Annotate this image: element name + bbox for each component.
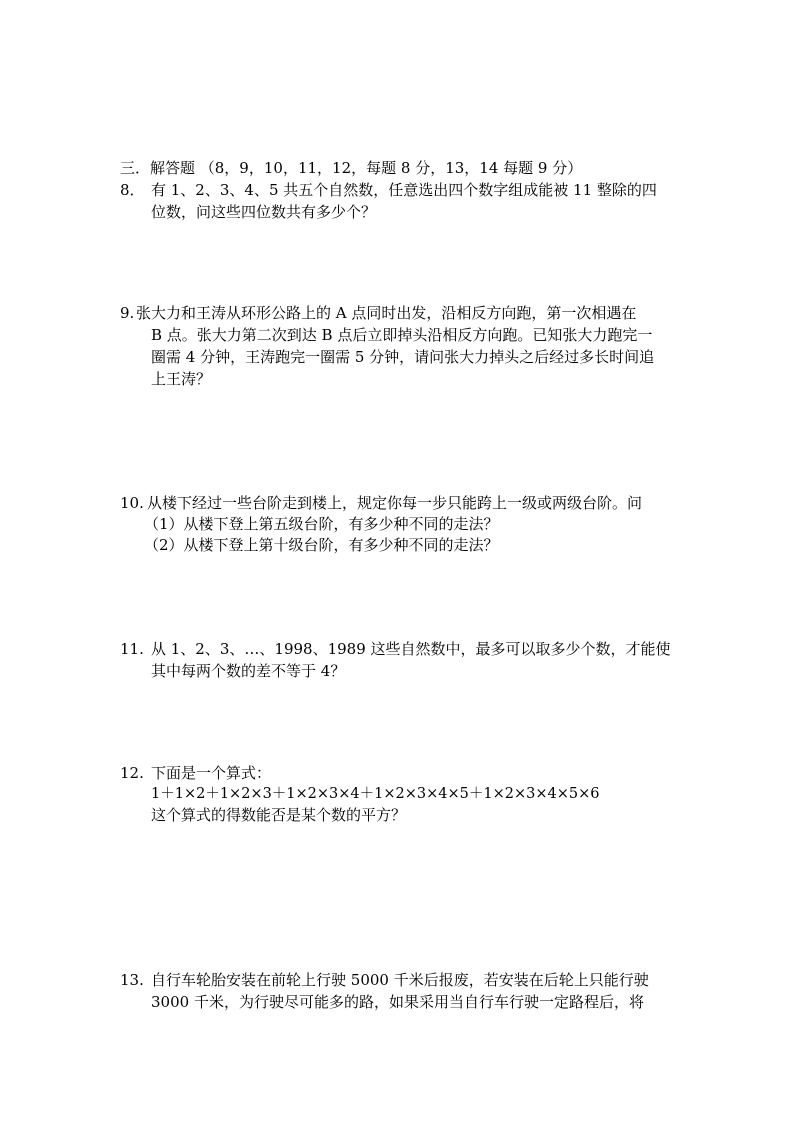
math-expression: 1＋1×2＋1×2×3＋1×2×3×4＋1×2×3×4×5＋1×2×3×4×5×6 <box>151 786 600 802</box>
question-text-line: 张大力和王涛从环形公路上的 A 点同时出发，沿相反方向跑，第一次相遇在 <box>136 304 637 322</box>
question-text-line: 3000 千米，为行驶尽可能多的路，如果采用当自行车行驶一定路程后，将 <box>151 993 644 1011</box>
question-text-line: 位数，问这些四位数共有多少个？ <box>151 203 377 221</box>
question-number: 13. <box>120 971 144 989</box>
question-text-line: 圈需 4 分钟，王涛跑完一圈需 5 分钟，请问张大力掉头之后经过多长时间追 <box>151 348 655 366</box>
question-number: 8． <box>120 181 145 199</box>
question-subpart: （2）从楼下登上第十级台阶，有多少种不同的走法？ <box>144 536 499 554</box>
question-number: 9. <box>120 304 135 322</box>
question-text-line: 这个算式的得数能否是某个数的平方？ <box>151 806 407 824</box>
question-text-line: B 点。张大力第二次到达 B 点后立即掉头沿相反方向跑。已知张大力跑完一 <box>151 326 653 344</box>
section-heading: 三．解答题 （8，9，10，11，12，每题 8 分，13，14 每题 9 分） <box>120 159 583 177</box>
question-text-line: 上王涛？ <box>151 370 212 388</box>
question-number: 12. <box>120 764 144 782</box>
question-text-line: 其中每两个数的差不等于 4？ <box>151 662 346 680</box>
question-number: 10. <box>120 494 144 512</box>
question-text-line: 下面是一个算式： <box>151 764 272 782</box>
question-text-line: 有 1、2、3、4、5 共五个自然数，任意选出四个数字组成能被 11 整除的四 <box>151 181 657 199</box>
question-subpart: （1）从楼下登上第五级台阶，有多少种不同的走法？ <box>144 515 499 533</box>
question-text-line: 从楼下经过一些台阶走到楼上，规定你每一步只能跨上一级或两级台阶。问 <box>147 494 643 512</box>
question-text-line: 自行车轮胎安装在前轮上行驶 5000 千米后报废，若安装在后轮上只能行驶 <box>151 971 649 989</box>
question-text-line: 从 1、2、3、…、1998、1989 这些自然数中，最多可以取多少个数，才能使 <box>151 640 671 658</box>
question-number: 11. <box>120 640 144 658</box>
